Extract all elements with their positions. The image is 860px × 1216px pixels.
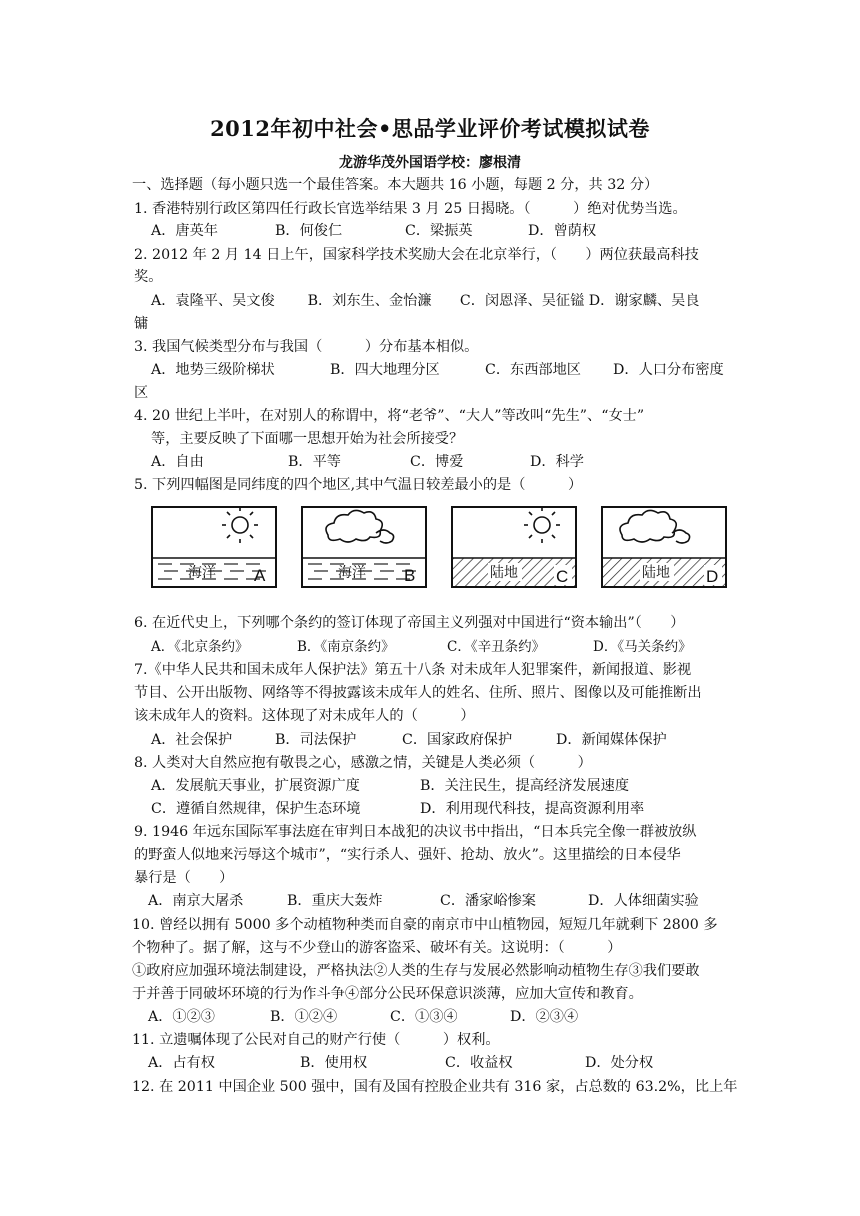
page-title: 2012年初中社会•思品学业评价考试模拟试卷	[210, 116, 650, 141]
panel-d-ground-label: 陆地	[642, 565, 670, 581]
question-5-stem: 5. 下列四幅图是同纬度的四个地区,其中气温日较差最小的是（ ）	[134, 477, 583, 493]
option-c: C．博爱	[410, 454, 464, 470]
option-d: D．科学	[530, 454, 584, 470]
option-a: A．南京大屠杀	[148, 893, 244, 909]
option-d: D．②③④	[510, 1009, 579, 1025]
option-c: C．潘家峪惨案	[440, 893, 536, 909]
option-d: D．人体细菌实验	[588, 893, 699, 909]
option-d: D．新闻媒体保护	[556, 732, 667, 748]
question-9-stem: 9. 1946 年远东国际军事法庭在审判日本战犯的决议书中指出，“日本兵完全像一群被放纵	[134, 824, 697, 840]
option-c: C．国家政府保护	[402, 732, 513, 748]
option-a: A．《北京条约》	[151, 639, 249, 655]
question-2-options-cont: 镛	[134, 316, 149, 332]
question-4-stem: 4. 20 世纪上半叶，在对别人的称谓中，将“老爷”、“大人”等改叫“先生”、“女士”	[134, 408, 645, 424]
question-12-stem: 12. 在 2011 中国企业 500 强中，国有及国有控股企业共有 316 家，占总数的 63.2%，比上年	[132, 1079, 738, 1095]
question-9-stem-cont-2: 暴行是（ ）	[134, 870, 234, 886]
option-a: A．唐英年	[151, 223, 218, 239]
option-d: D．《马关条约》	[593, 639, 692, 655]
question-7-stem: 7.《中华人民共和国未成年人保护法》第五十八条 对未成年人犯罪案件，新闻报道、影视	[134, 662, 692, 678]
question-2-stem: 2. 2012 年 2 月 14 日上午，国家科学技术奖励大会在北京举行，（ ）两位获最高科技	[134, 247, 699, 263]
option-b: B．何俊仁	[275, 223, 343, 239]
option-c: C．收益权	[445, 1055, 513, 1071]
question-3-stem: 3. 我国气候类型分布与我国（ ）分布基本相似。	[134, 339, 479, 355]
option-b: B．重庆大轰炸	[287, 893, 383, 909]
option-b: B．①②④	[270, 1009, 338, 1025]
option-b: B．使用权	[300, 1055, 368, 1071]
question-3-options-cont: 区	[134, 385, 149, 401]
question-5-diagram	[150, 505, 730, 590]
question-10-stem-cont: 个物种了。据了解，这与不少登山的游客盗采、破坏有关。这说明：（ ）	[132, 940, 622, 956]
question-11-stem: 11. 立遗嘱体现了公民对自己的财产行使（ ）权利。	[132, 1032, 500, 1048]
question-8-stem: 8. 人类对大自然应抱有敬畏之心，感激之情，关键是人类必须（ ）	[134, 755, 592, 771]
panel-a-letter: A	[254, 566, 266, 585]
question-2-options: A．袁隆平、吴文俊 B．刘东生、金怡濂 C．闵恩泽、吴征镒 D．谢家麟、吴良	[151, 293, 700, 309]
option-c: C．①③④	[390, 1009, 458, 1025]
panel-b-letter: B	[404, 566, 416, 585]
question-9-stem-cont: 的野蛮人似地来污辱这个城市”，“实行杀人、强奸、抢劫、放火”。这里描绘的日本侵华	[134, 847, 681, 863]
option-b: B．司法保护	[275, 732, 357, 748]
option-d: D．处分权	[585, 1055, 654, 1071]
panel-a-ground-label: 海洋	[188, 565, 216, 581]
panel-c-letter: C	[556, 567, 569, 586]
option-c: C．遵循自然规律，保护生态环境	[151, 801, 361, 817]
author-line: 龙游华茂外国语学校：廖根清	[339, 155, 521, 171]
question-6-stem: 6. 在近代史上，下列哪个条约的签订体现了帝国主义列强对中国进行“资本输出”（ ）	[134, 615, 685, 631]
option-c: C．《辛丑条约》	[447, 639, 546, 655]
option-d: D．利用现代科技，提高资源利用率	[420, 801, 645, 817]
option-b: B．四大地理分区	[330, 362, 440, 378]
option-a: A．地势三级阶梯状	[151, 362, 275, 378]
option-b: B．《南京条约》	[297, 639, 395, 655]
question-10-statements: ①政府应加强环境法制建设，严格执法②人类的生存与发展必然影响动植物生存③我们要敢	[132, 963, 700, 979]
option-b: B．平等	[288, 454, 341, 470]
option-a: A．①②③	[148, 1009, 215, 1025]
option-a: A．自由	[151, 454, 204, 470]
question-10-stem: 10. 曾经以拥有 5000 多个动植物种类而自豪的南京市中山植物园，短短几年就剩下 2800 多	[132, 917, 718, 933]
panel-c-ground-label: 陆地	[490, 565, 518, 581]
option-a: A．占有权	[148, 1055, 215, 1071]
question-7-stem-cont: 节目、公开出版物、网络等不得披露该未成年人的姓名、住所、照片、图像以及可能推断出	[134, 685, 702, 701]
question-4-stem-cont: 等，主要反映了下面哪一思想开始为社会所接受？	[151, 431, 464, 447]
question-10-statements-cont: 于并善于同破坏环境的行为作斗争④部分公民环保意识淡薄，应加大宣传和教育。	[132, 986, 643, 1002]
question-1-stem: 1. 香港特别行政区第四任行政长官选举结果 3 月 25 日揭晓。（ ）绝对优势当选。	[134, 201, 687, 217]
question-2-stem-cont: 奖。	[134, 269, 163, 285]
panel-d-letter: D	[706, 567, 719, 586]
option-c: C．东西部地区	[485, 362, 581, 378]
option-b: B．关注民生，提高经济发展速度	[420, 778, 630, 794]
option-a: A．社会保护	[151, 732, 233, 748]
option-a: A．发展航天事业，扩展资源广度	[151, 778, 360, 794]
question-7-stem-cont-2: 该未成年人的资料。这体现了对未成年人的（ ）	[134, 708, 475, 724]
option-d: D．人口分布密度	[613, 362, 724, 378]
option-c: C．梁振英	[405, 223, 473, 239]
section-heading: 一、选择题（每小题只选一个最佳答案。本大题共 16 小题，每题 2 分，共 32 分）	[132, 177, 659, 193]
panel-b-ground-label: 海洋	[338, 565, 366, 581]
option-d: D．曾荫权	[528, 223, 597, 239]
